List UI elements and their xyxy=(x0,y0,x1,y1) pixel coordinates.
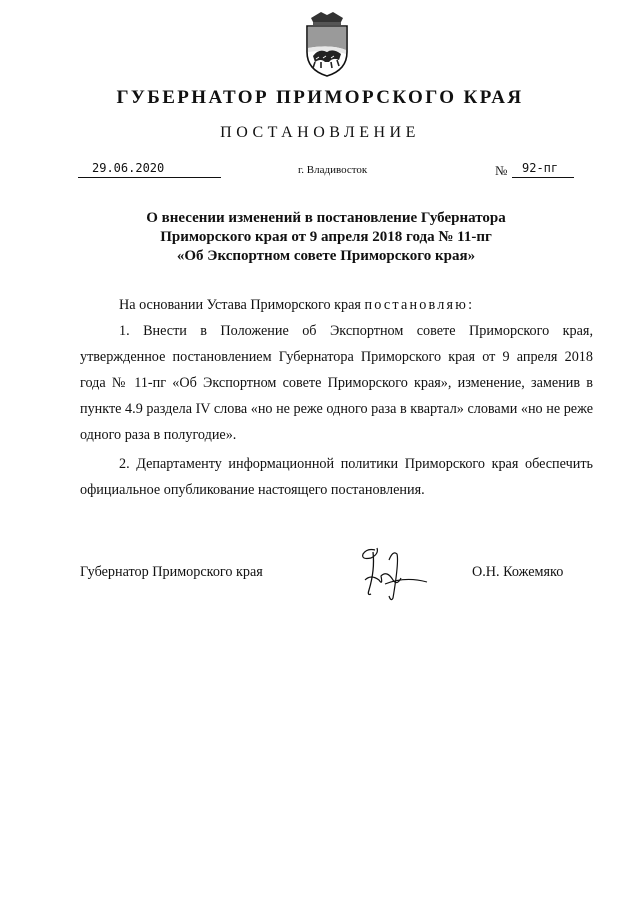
coat-of-arms-icon xyxy=(301,10,353,80)
subject-line-3: «Об Экспортном совете Приморского края» xyxy=(176,248,476,264)
signatory-title: Губернатор Приморского края xyxy=(80,564,263,580)
document-type: ПОСТАНОВЛЕНИЕ xyxy=(220,124,420,141)
document-subject xyxy=(80,209,572,266)
subject-line-1: О внесении изменений в постановление Губернатора xyxy=(146,210,506,226)
paragraph-1: 1. Внести в Положение об Экспортном совете Приморского края, утвержденное постановлением Губернатора Приморского края от 9 апреля 2018 года № 11-пг «Об Экспортном совете Приморского края», изменение, заменив в пункте 4.9 раздела IV слова «но не реже одного раза в квартал» словами «но не реже одного раза в полугодие». xyxy=(80,323,593,443)
basis-action: постановляю xyxy=(364,297,469,313)
document-number: 92-пг xyxy=(512,161,574,178)
handwritten-signature xyxy=(345,540,445,602)
basis-prefix: На основании Устава Приморского края xyxy=(119,297,365,313)
signatory-name: О.Н. Кожемяко xyxy=(472,564,564,580)
document-number-label: № xyxy=(495,163,508,178)
basis-statement xyxy=(80,297,593,314)
subject-line-2: Приморского края от 9 апреля 2018 года № 11-пг xyxy=(160,229,492,245)
document-city: г. Владивосток xyxy=(298,164,368,176)
basis-suffix: : xyxy=(468,297,473,313)
document-date: 29.06.2020 xyxy=(78,161,221,178)
organization-title: ГУБЕРНАТОР ПРИМОРСКОГО КРАЯ xyxy=(116,87,524,108)
paragraph-2: 2. Департаменту информационной политики Приморского края обеспечить официальное опубликование настоящего постановления. xyxy=(80,456,593,498)
